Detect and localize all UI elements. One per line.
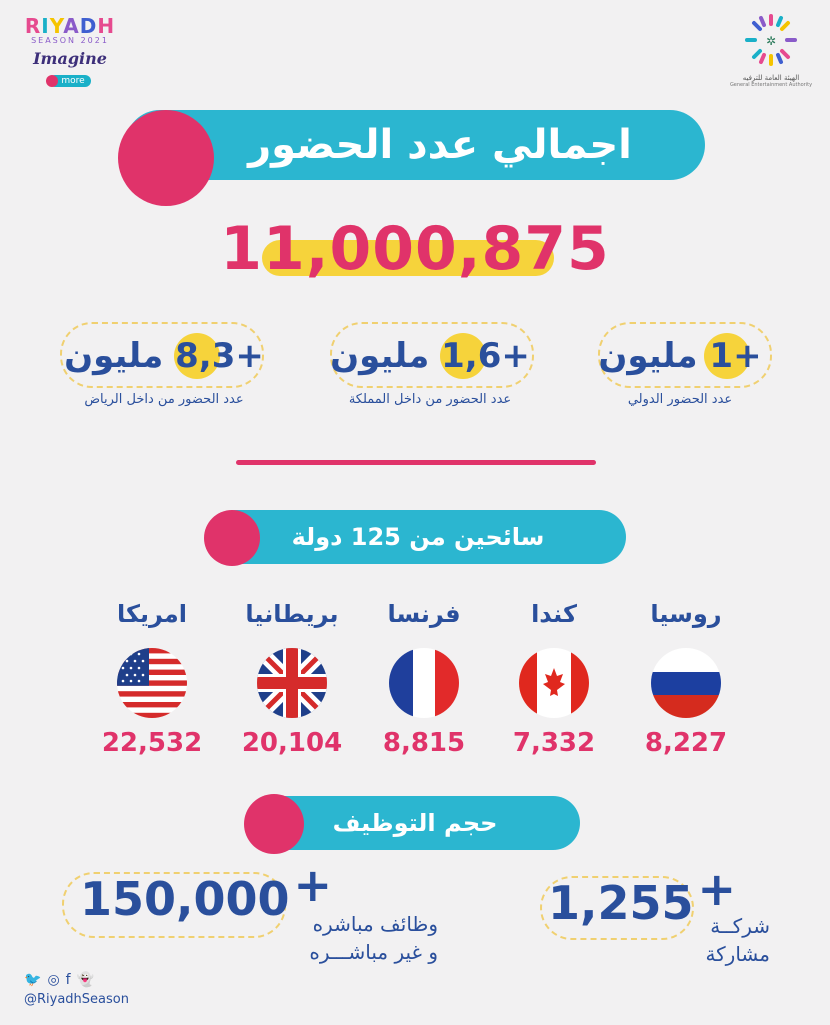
stat-value: 8,3 bbox=[175, 336, 236, 376]
country-name: فرنسا bbox=[387, 600, 461, 628]
stat-riyadh bbox=[44, 326, 284, 407]
employment-value: 150,000 bbox=[80, 872, 290, 926]
employment-value: 1,255 bbox=[548, 876, 694, 930]
employment-title: حجم التوظيف bbox=[250, 796, 580, 850]
country-france bbox=[364, 600, 484, 758]
country-usa bbox=[92, 600, 212, 758]
country-count: 8,227 bbox=[644, 728, 728, 758]
stat-value: 1 bbox=[709, 336, 734, 376]
tourists-decor-dot bbox=[204, 510, 260, 566]
more-badge: more bbox=[49, 75, 90, 87]
france-flag-icon bbox=[389, 648, 459, 718]
country-count: 8,815 bbox=[382, 728, 466, 758]
country-uk bbox=[232, 600, 352, 758]
stat-label: عدد الحضور الدولي bbox=[627, 392, 733, 407]
employment-prefix: + bbox=[697, 862, 737, 916]
stat-prefix: + bbox=[733, 336, 762, 376]
imagine-tagline: Imagine bbox=[33, 49, 107, 68]
stat-unit: مليون bbox=[598, 336, 698, 376]
canada-flag-icon bbox=[519, 648, 589, 718]
snapchat-icon[interactable]: 👻 bbox=[76, 972, 101, 988]
employment-prefix: + bbox=[293, 858, 333, 912]
instagram-icon[interactable]: ◎ bbox=[47, 972, 66, 988]
stat-label: عدد الحضور من داخل المملكة bbox=[348, 392, 512, 407]
gea-logo bbox=[728, 12, 814, 88]
page-title: اجمالي عدد الحضور bbox=[248, 122, 632, 168]
employment-label-line2: مشاركة bbox=[705, 942, 770, 966]
total-attendance: 11,000,875 bbox=[220, 214, 610, 284]
employment-label-line1: وظائف مباشره bbox=[312, 912, 438, 936]
season-line: SEASON 2021 bbox=[31, 36, 109, 45]
employment-label-line2: و غير مباشـــره bbox=[309, 940, 438, 964]
country-name: كندا bbox=[531, 600, 577, 628]
social-handle[interactable]: @RiyadhSeason bbox=[24, 992, 129, 1007]
country-count: 20,104 bbox=[241, 728, 343, 758]
employment-label-line1: شركــة bbox=[710, 914, 770, 938]
uk-flag-icon bbox=[257, 648, 327, 718]
country-count: 7,332 bbox=[512, 728, 596, 758]
stat-value: 1,6 bbox=[441, 336, 502, 376]
employment-companies-label bbox=[650, 912, 770, 968]
riyadh-wordmark: RIYADH bbox=[24, 14, 116, 38]
gea-arabic-name: الهيئة العامة للترفيه bbox=[742, 74, 800, 82]
stat-prefix: + bbox=[235, 336, 264, 376]
country-canada bbox=[494, 600, 614, 758]
section-divider bbox=[236, 460, 596, 465]
stat-international bbox=[560, 326, 800, 407]
russia-flag-icon bbox=[651, 648, 721, 718]
stat-prefix: + bbox=[501, 336, 530, 376]
stat-label: عدد الحضور من داخل الرياض bbox=[84, 392, 244, 407]
gea-english-name: General Entertainment Authority bbox=[729, 82, 813, 88]
stat-kingdom bbox=[310, 326, 550, 407]
gea-emblem-icon bbox=[741, 12, 801, 68]
employment-jobs-label bbox=[268, 910, 438, 966]
svg-text:✲: ✲ bbox=[765, 34, 777, 48]
stat-unit: مليون bbox=[330, 336, 430, 376]
country-russia bbox=[626, 600, 746, 758]
country-name: روسيا bbox=[650, 600, 722, 628]
social-footer bbox=[24, 972, 129, 1007]
country-count: 22,532 bbox=[101, 728, 203, 758]
facebook-icon[interactable]: f bbox=[65, 972, 77, 988]
country-name: بريطانيا bbox=[245, 600, 339, 628]
country-name: امريكا bbox=[117, 600, 187, 628]
stat-unit: مليون bbox=[64, 336, 164, 376]
twitter-icon[interactable]: 🐦 bbox=[24, 972, 48, 988]
usa-flag-icon bbox=[117, 648, 187, 718]
tourists-title: سائحين من 125 دولة bbox=[210, 510, 626, 564]
riyadh-season-logo bbox=[20, 14, 120, 87]
employment-decor-dot bbox=[244, 794, 304, 854]
